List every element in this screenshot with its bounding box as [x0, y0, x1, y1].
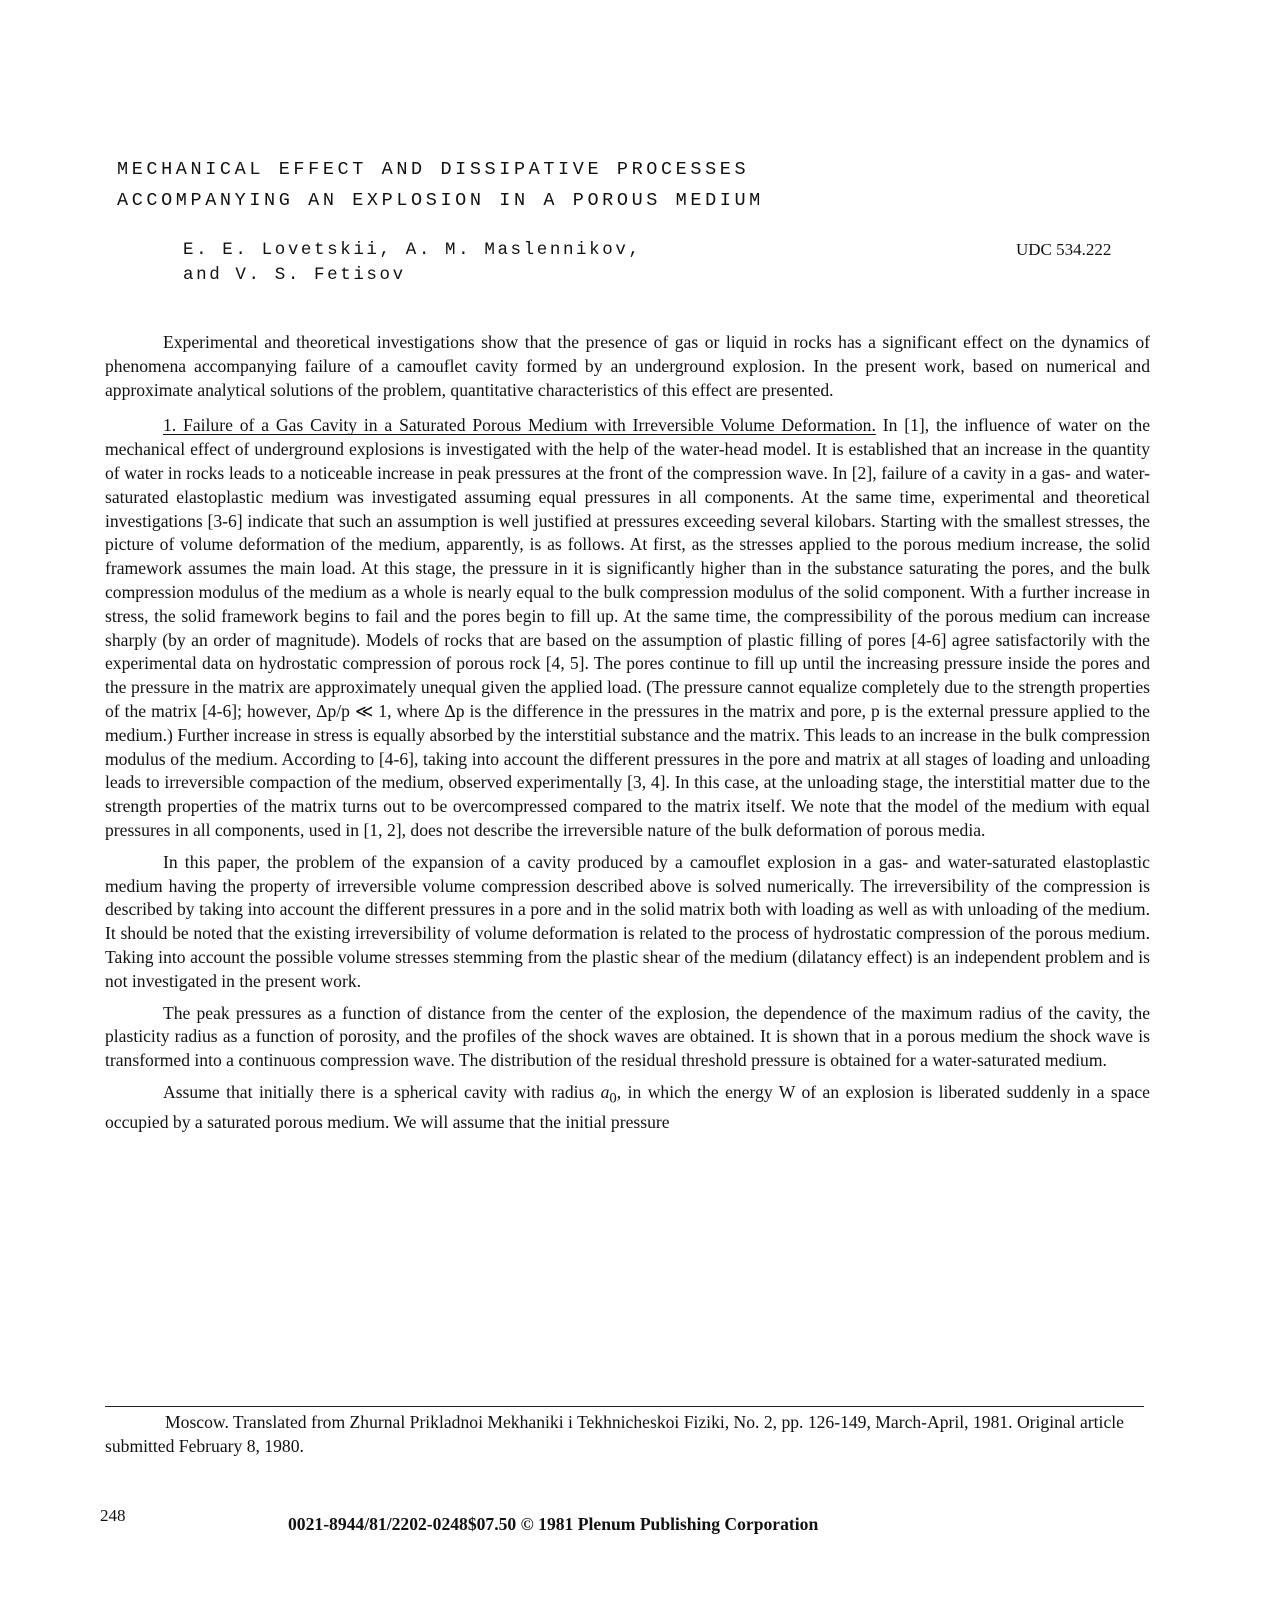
title-line-1: MECHANICAL EFFECT AND DISSIPATIVE PROCESSES: [117, 159, 750, 180]
paragraph-4-after: , in which the energy W of an explosion is liberated suddenly in a space occupied by a saturated porous medium. We will assume that the initial pressure: [105, 1081, 1150, 1133]
paragraph-2: In this paper, the problem of the expansion of a cavity produced by a camouflet explosion in a gas- and water-saturated elastoplastic medium having the property of irreversible volume compression described above is solved numerically. The irreversibility of the compression is described by taking into account the different pressures in a pore and in the solid matrix both with loading as well as with unloading of the medium. It should be noted that the existing irreversibility of volume deformation is related to the process of hydrostatic compression of the porous medium. Taking into account the possible volume stresses stemming from the plastic shear of the medium (dilatancy effect) is an independent problem and is not investigated in the present work.: [105, 851, 1150, 991]
paragraph-4: [105, 1081, 1150, 1135]
udc-code: UDC 534.222: [1016, 240, 1112, 259]
copyright-line: 0021-8944/81/2202-0248$07.50 © 1981 Plenum Publishing Corporation: [288, 1514, 819, 1534]
authors-line-2: and V. S. Fetisov: [183, 265, 406, 285]
article-body: [105, 331, 1150, 1143]
title-line-2: ACCOMPANYING AN EXPLOSION IN A POROUS MEDIUM: [117, 190, 764, 211]
radius-symbol: a: [600, 1081, 610, 1102]
paragraph-3: The peak pressures as a function of distance from the center of the explosion, the dependence of the maximum radius of the cavity, the plasticity radius as a function of porosity, and the profiles of the shock waves are obtained. It is shown that in a porous medium the shock wave is transformed into a continuous compression wave. The distribution of the residual threshold pressure is obtained for a water-saturated medium.: [105, 1002, 1150, 1071]
footnote-divider: [105, 1406, 1144, 1407]
radius-subscript: 0: [609, 1090, 617, 1107]
author-list: [183, 238, 783, 288]
paragraph-4-before: Assume that initially there is a spherical cavity with radius: [163, 1081, 601, 1102]
section-1-heading: 1. Failure of a Gas Cavity in a Saturated Porous Medium with Irreversible Volume Deformation.: [163, 415, 876, 436]
page-number: 248: [100, 1506, 126, 1525]
footnote: [105, 1410, 1145, 1458]
footnote-text: Moscow. Translated from Zhurnal Prikladnoi Mekhaniki i Tekhnicheskoi Fiziki, No. 2, pp. 126-149, March-April, 1981. Original article submitted February 8, 1980.: [105, 1412, 1124, 1456]
article-title: [117, 154, 1017, 216]
section-1-paragraph: [105, 414, 1150, 842]
abstract-paragraph: Experimental and theoretical investigations show that the presence of gas or liquid in rocks has a significant effect on the dynamics of phenomena accompanying failure of a camouflet cavity formed by an underground explosion. In the present work, based on numerical and approximate analytical solutions of the problem, quantitative characteristics of this effect are presented.: [105, 332, 1150, 400]
section-1-text: In [1], the influence of water on the mechanical effect of underground explosions is investigated with the help of the water-head model. It is established that an increase in the quantity of water in rocks leads to a noticeable increase in peak pressures at the front of the compression wave. In [2], failure of a cavity in a gas- and water-saturated elastoplastic medium was investigated assuming equal pressures in all components. At the same time, experimental and theoretical investigations [3-6] indicate that such an assumption is well justified at pressures exceeding several kilobars. Starting with the smallest stresses, the picture of volume deformation of the medium, apparently, is as follows. At first, as the stresses applied to the porous medium increase, the solid framework assumes the main load. At this stage, the pressure in it is significantly higher than in the substance saturating the pores, and the bulk compression modulus of the medium as a whole is nearly equal to the bulk compression modulus of the solid component. With a further increase in stress, the solid framework begins to fail and the pores begin to fill up. At the same time, the compressibility of the porous medium can increase sharply (by an order of magnitude). Models of rocks that are based on the assumption of plastic filling of pores [4-6] agree satisfactorily with the experimental data on hydrostatic compression of porous rock [4, 5]. The pores continue to fill up until the increasing pressure inside the pores and the pressure in the matrix are approximately unequal given the applied load. (The pressure cannot equalize completely due to the strength properties of the matrix [4-6]; however, Δp/p ≪ 1, where Δp is the difference in the pressures in the matrix and pore, p is the external pressure applied to the medium.) Further increase in stress is equally absorbed by the interstitial substance and the matrix. This leads to an increase in the bulk compression modulus of the medium. According to [4-6], taking into account the different pressures in the pore and matrix at all stages of loading and unloading leads to irreversible compaction of the medium, observed experimentally [3, 4]. In this case, at the unloading stage, the interstitial matter due to the strength properties of the matrix turns out to be overcompressed compared to the matrix itself. We note that the model of the medium with equal pressures in all components, used in [1, 2], does not describe the irreversible nature of the bulk deformation of porous media.: [105, 415, 1150, 840]
authors-line-1: E. E. Lovetskii, A. M. Maslennikov,: [183, 240, 642, 260]
